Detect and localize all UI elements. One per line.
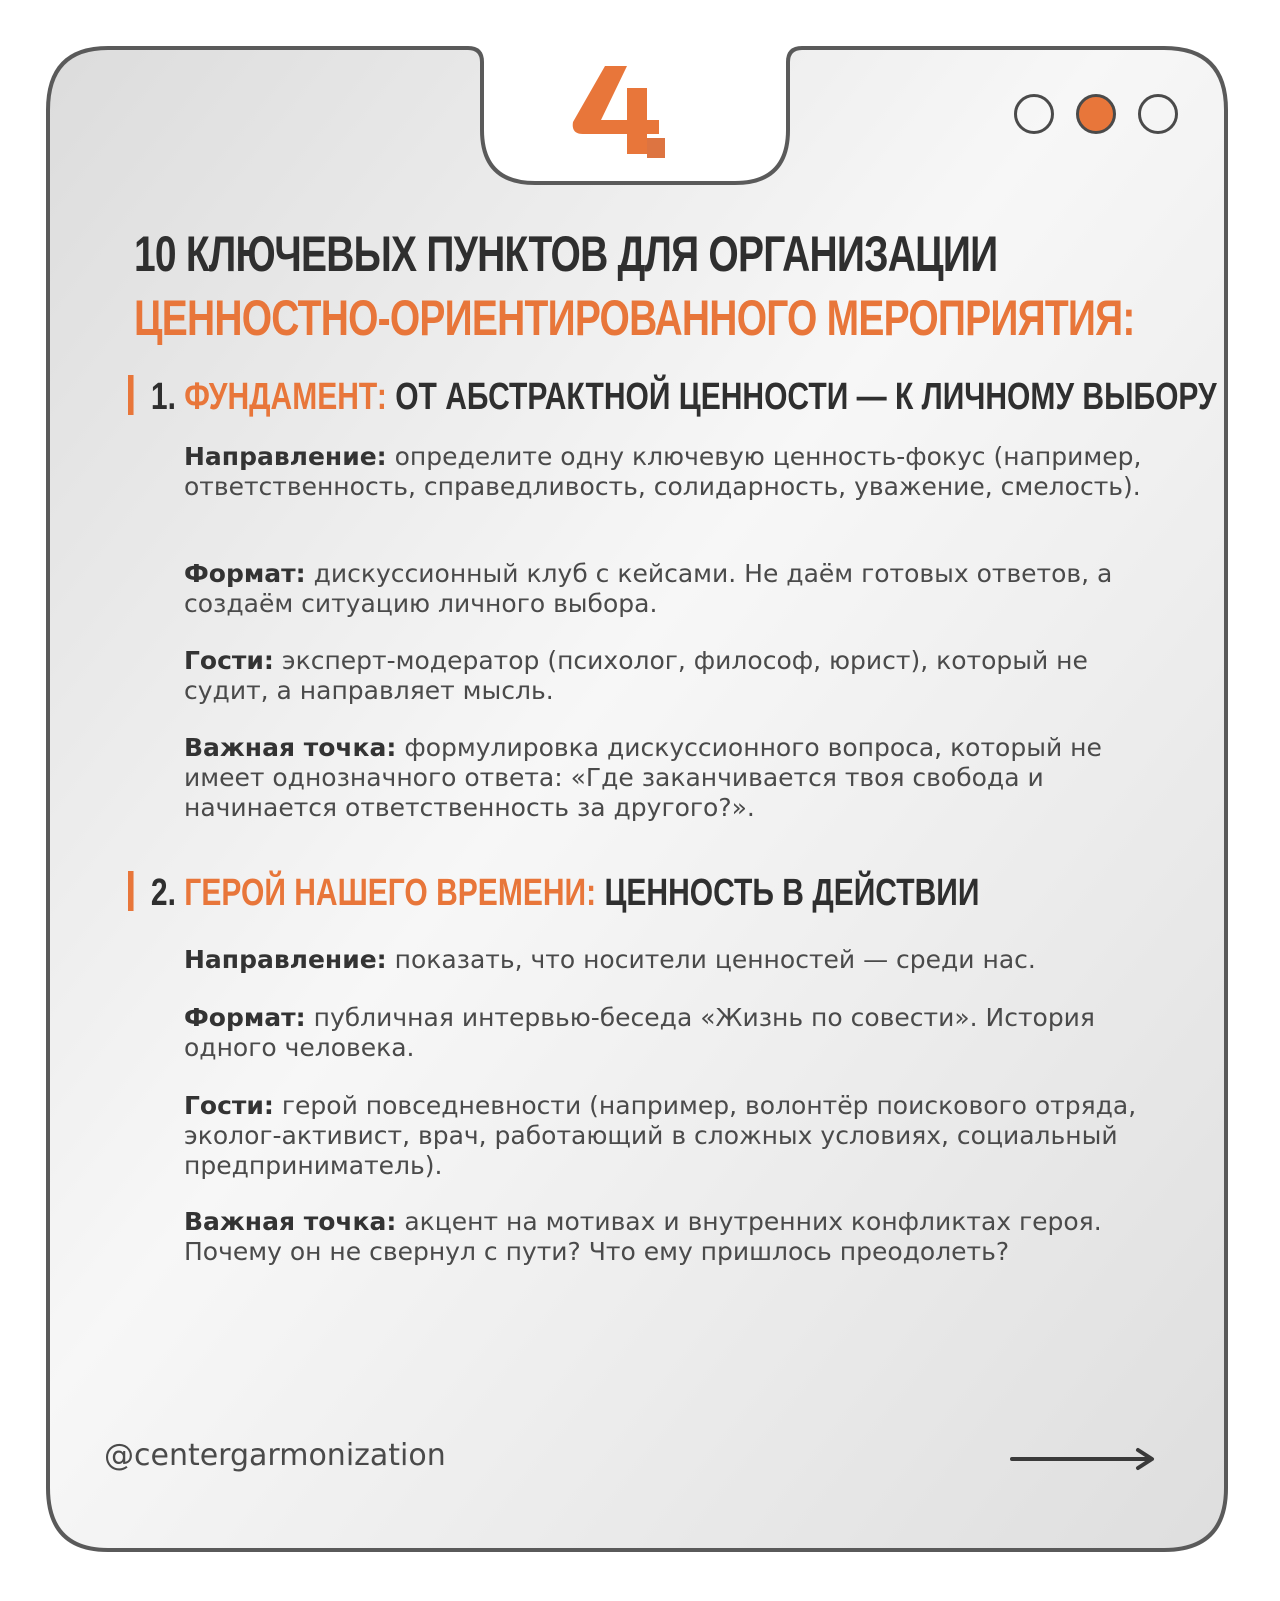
section-1-heading (128, 374, 1217, 420)
section-marker (128, 375, 134, 415)
item-label: Направление: (184, 945, 387, 974)
section-2-item-3 (184, 1091, 1144, 1181)
item-label: Гости: (184, 1091, 274, 1120)
section-number: 1. (150, 376, 176, 418)
section-subtitle: ЦЕННОСТЬ В ДЕЙСТВИИ (604, 872, 980, 914)
item-text: герой повседневности (например, волонтёр поискового отряда, эколог-активист, врач, работающий в сложных условиях, социальный предприниматель). (184, 1091, 1137, 1180)
item-label: Гости: (184, 646, 274, 675)
section-2-item-4 (184, 1207, 1144, 1267)
item-label: Направление: (184, 442, 387, 471)
orange-4-logo-icon (565, 62, 675, 172)
section-accent: ФУНДАМЕНТ: (184, 376, 387, 418)
section-subtitle: ОТ АБСТРАКТНОЙ ЦЕННОСТИ — К ЛИЧНОМУ ВЫБОРУ (395, 376, 1217, 418)
item-text: публичная интервью-беседа «Жизнь по совести». История одного человека. (184, 1003, 1095, 1062)
section-1-item-1 (184, 442, 1144, 502)
pagination-dots (1014, 94, 1184, 138)
account-handle[interactable]: @centergarmonization (104, 1438, 446, 1473)
item-text: акцент на мотивах и внутренних конфликтах героя. Почему он не свернул с пути? Что ему пришлось преодолеть? (184, 1207, 1102, 1266)
item-text: определите одну ключевую ценность-фокус (например, ответственность, справедливость, солидарность, уважение, смелость). (184, 442, 1142, 501)
section-1-item-4 (184, 733, 1144, 823)
item-text: формулировка дискуссионного вопроса, который не имеет однозначного ответа: «Где заканчивается твоя свобода и начинается ответственность за другого?». (184, 733, 1102, 822)
item-label: Формат: (184, 1003, 306, 1032)
section-2-item-1 (184, 945, 1144, 975)
item-text: дискуссионный клуб с кейсами. Не даём готовых ответов, а создаём ситуацию личного выбора. (184, 559, 1113, 618)
page-dot-1[interactable] (1014, 94, 1054, 134)
item-label: Важная точка: (184, 1207, 397, 1236)
section-2-heading (128, 870, 1076, 916)
title-line-1: 10 КЛЮЧЕВЫХ ПУНКТОВ ДЛЯ ОРГАНИЗАЦИИ (134, 226, 998, 282)
page-dot-2-active[interactable] (1076, 94, 1116, 134)
section-1-item-3 (184, 646, 1144, 706)
arrow-right-icon[interactable] (1010, 1447, 1160, 1471)
title-line-2: ЦЕННОСТНО-ОРИЕНТИРОВАННОГО МЕРОПРИЯТИЯ: (134, 290, 1135, 346)
item-text: показать, что носители ценностей — среди нас. (394, 945, 1036, 974)
item-label: Важная точка: (184, 733, 397, 762)
section-number: 2. (150, 872, 176, 914)
item-label: Формат: (184, 559, 306, 588)
item-text: эксперт-модератор (психолог, философ, юрист), который не судит, а направляет мысль. (184, 646, 1088, 705)
section-accent: ГЕРОЙ НАШЕГО ВРЕМЕНИ: (184, 872, 597, 914)
section-1-item-2 (184, 559, 1144, 619)
page-dot-3[interactable] (1138, 94, 1178, 134)
section-marker (128, 871, 134, 911)
page-title (134, 222, 1135, 350)
section-2-item-2 (184, 1003, 1144, 1063)
